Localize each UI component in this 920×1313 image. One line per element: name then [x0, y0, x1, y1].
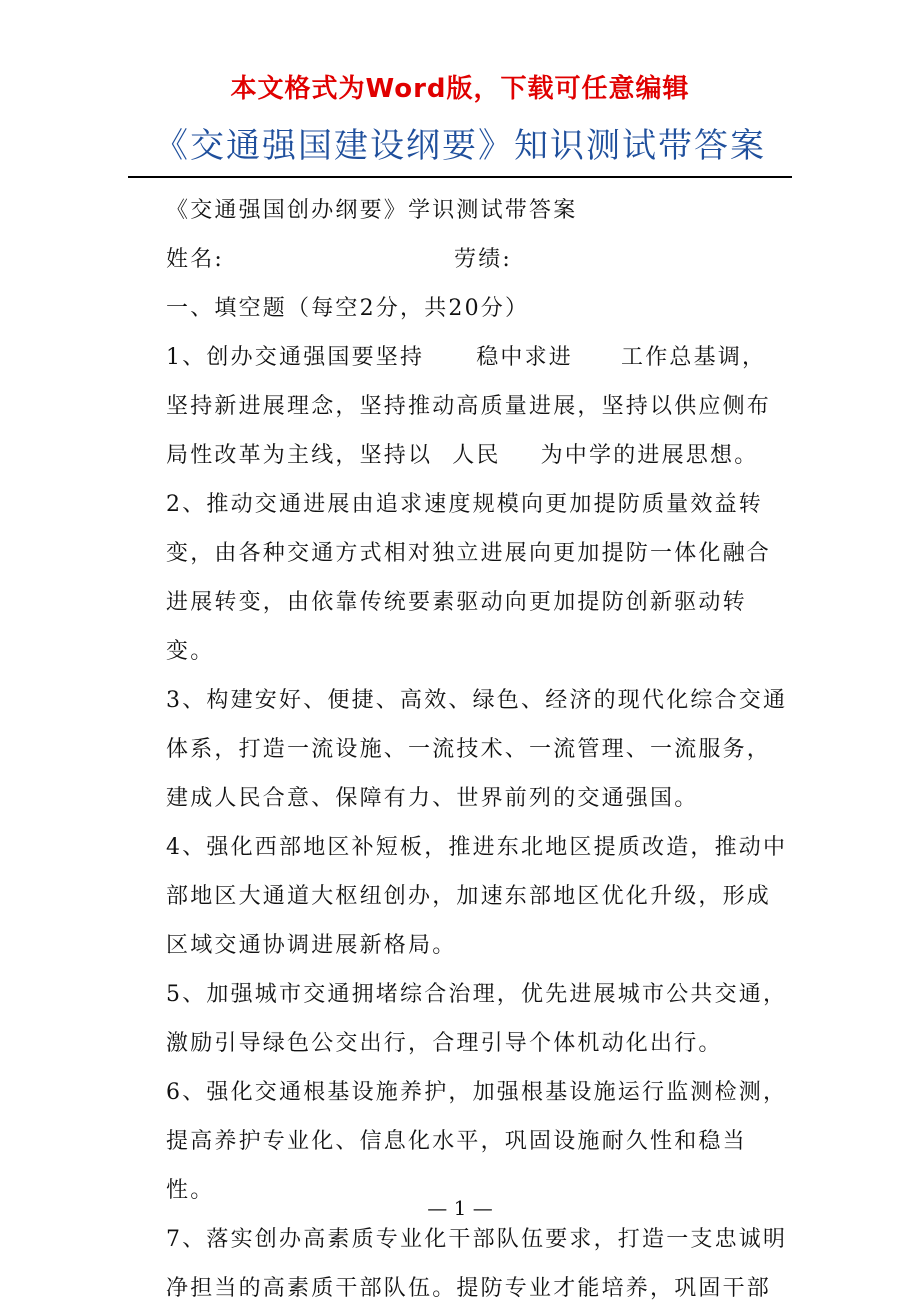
q1-text-middle: 工作总基调，坚持新进展理念，坚持推动高质量进展，坚持以供应侧布局性改革为主线，坚持以 [166, 345, 772, 468]
question-7: 7、落实创办高素质专业化干部队伍要求，打造一支忠诚明净担当的高素质干部队伍。提防专业才能培养，巩固干部 [166, 1227, 788, 1301]
q1-text-end: 为中学的进展思想。 [540, 443, 759, 468]
document-title: 《交通强国建设纲要》知识测试带答案 [154, 126, 766, 166]
question-2: 2、推动交通进展由追求速度规模向更加提防质量效益转变，由各种交通方式相对独立进展向更加提防一体化融合进展转变，由依靠传统要素驱动向更加提防创新驱动转变。 [166, 492, 772, 664]
format-notice: 本文格式为Word版，下载可任意编辑 [230, 74, 690, 104]
title-divider [128, 176, 792, 178]
section-heading: 一、填空题（每空2分，共20分） [166, 296, 530, 321]
q1-answer-1: 稳中求进 [476, 345, 574, 370]
document-subtitle: 《交通强国创办纲要》学识测试带答案 [166, 198, 578, 223]
score-label: 劳绩: [454, 247, 513, 272]
question-6: 6、强化交通根基设施养护，加强根基设施运行监测检测，提高养护专业化、信息化水平，巩固设施耐久性和稳当性。 [166, 1080, 788, 1203]
question-4: 4、强化西部地区补短板，推进东北地区提质改造，推动中部地区大通道大枢纽创办，加速东部地区优化升级，形成区域交通协调进展新格局。 [166, 835, 788, 958]
name-score-line [142, 235, 790, 284]
page-number: — 1 — [427, 1196, 493, 1220]
name-label: 姓名: [166, 247, 225, 272]
question-5: 5、加强城市交通拥堵综合治理，优先进展城市公共交通，激励引导绿色公交出行，合理引导个体机动化出行。 [166, 982, 788, 1056]
question-1 [142, 333, 790, 676]
q1-answer-2: 人民 [452, 443, 501, 468]
question-3: 3、构建安好、便捷、高效、绿色、经济的现代化综合交通体系，打造一流设施、一流技术、一流管理、一流服务，建成人民合意、保障有力、世界前列的交通强国。 [166, 688, 788, 811]
document-body [142, 186, 790, 1313]
q1-text-start: 1、创办交通强国要坚持 [166, 345, 425, 370]
